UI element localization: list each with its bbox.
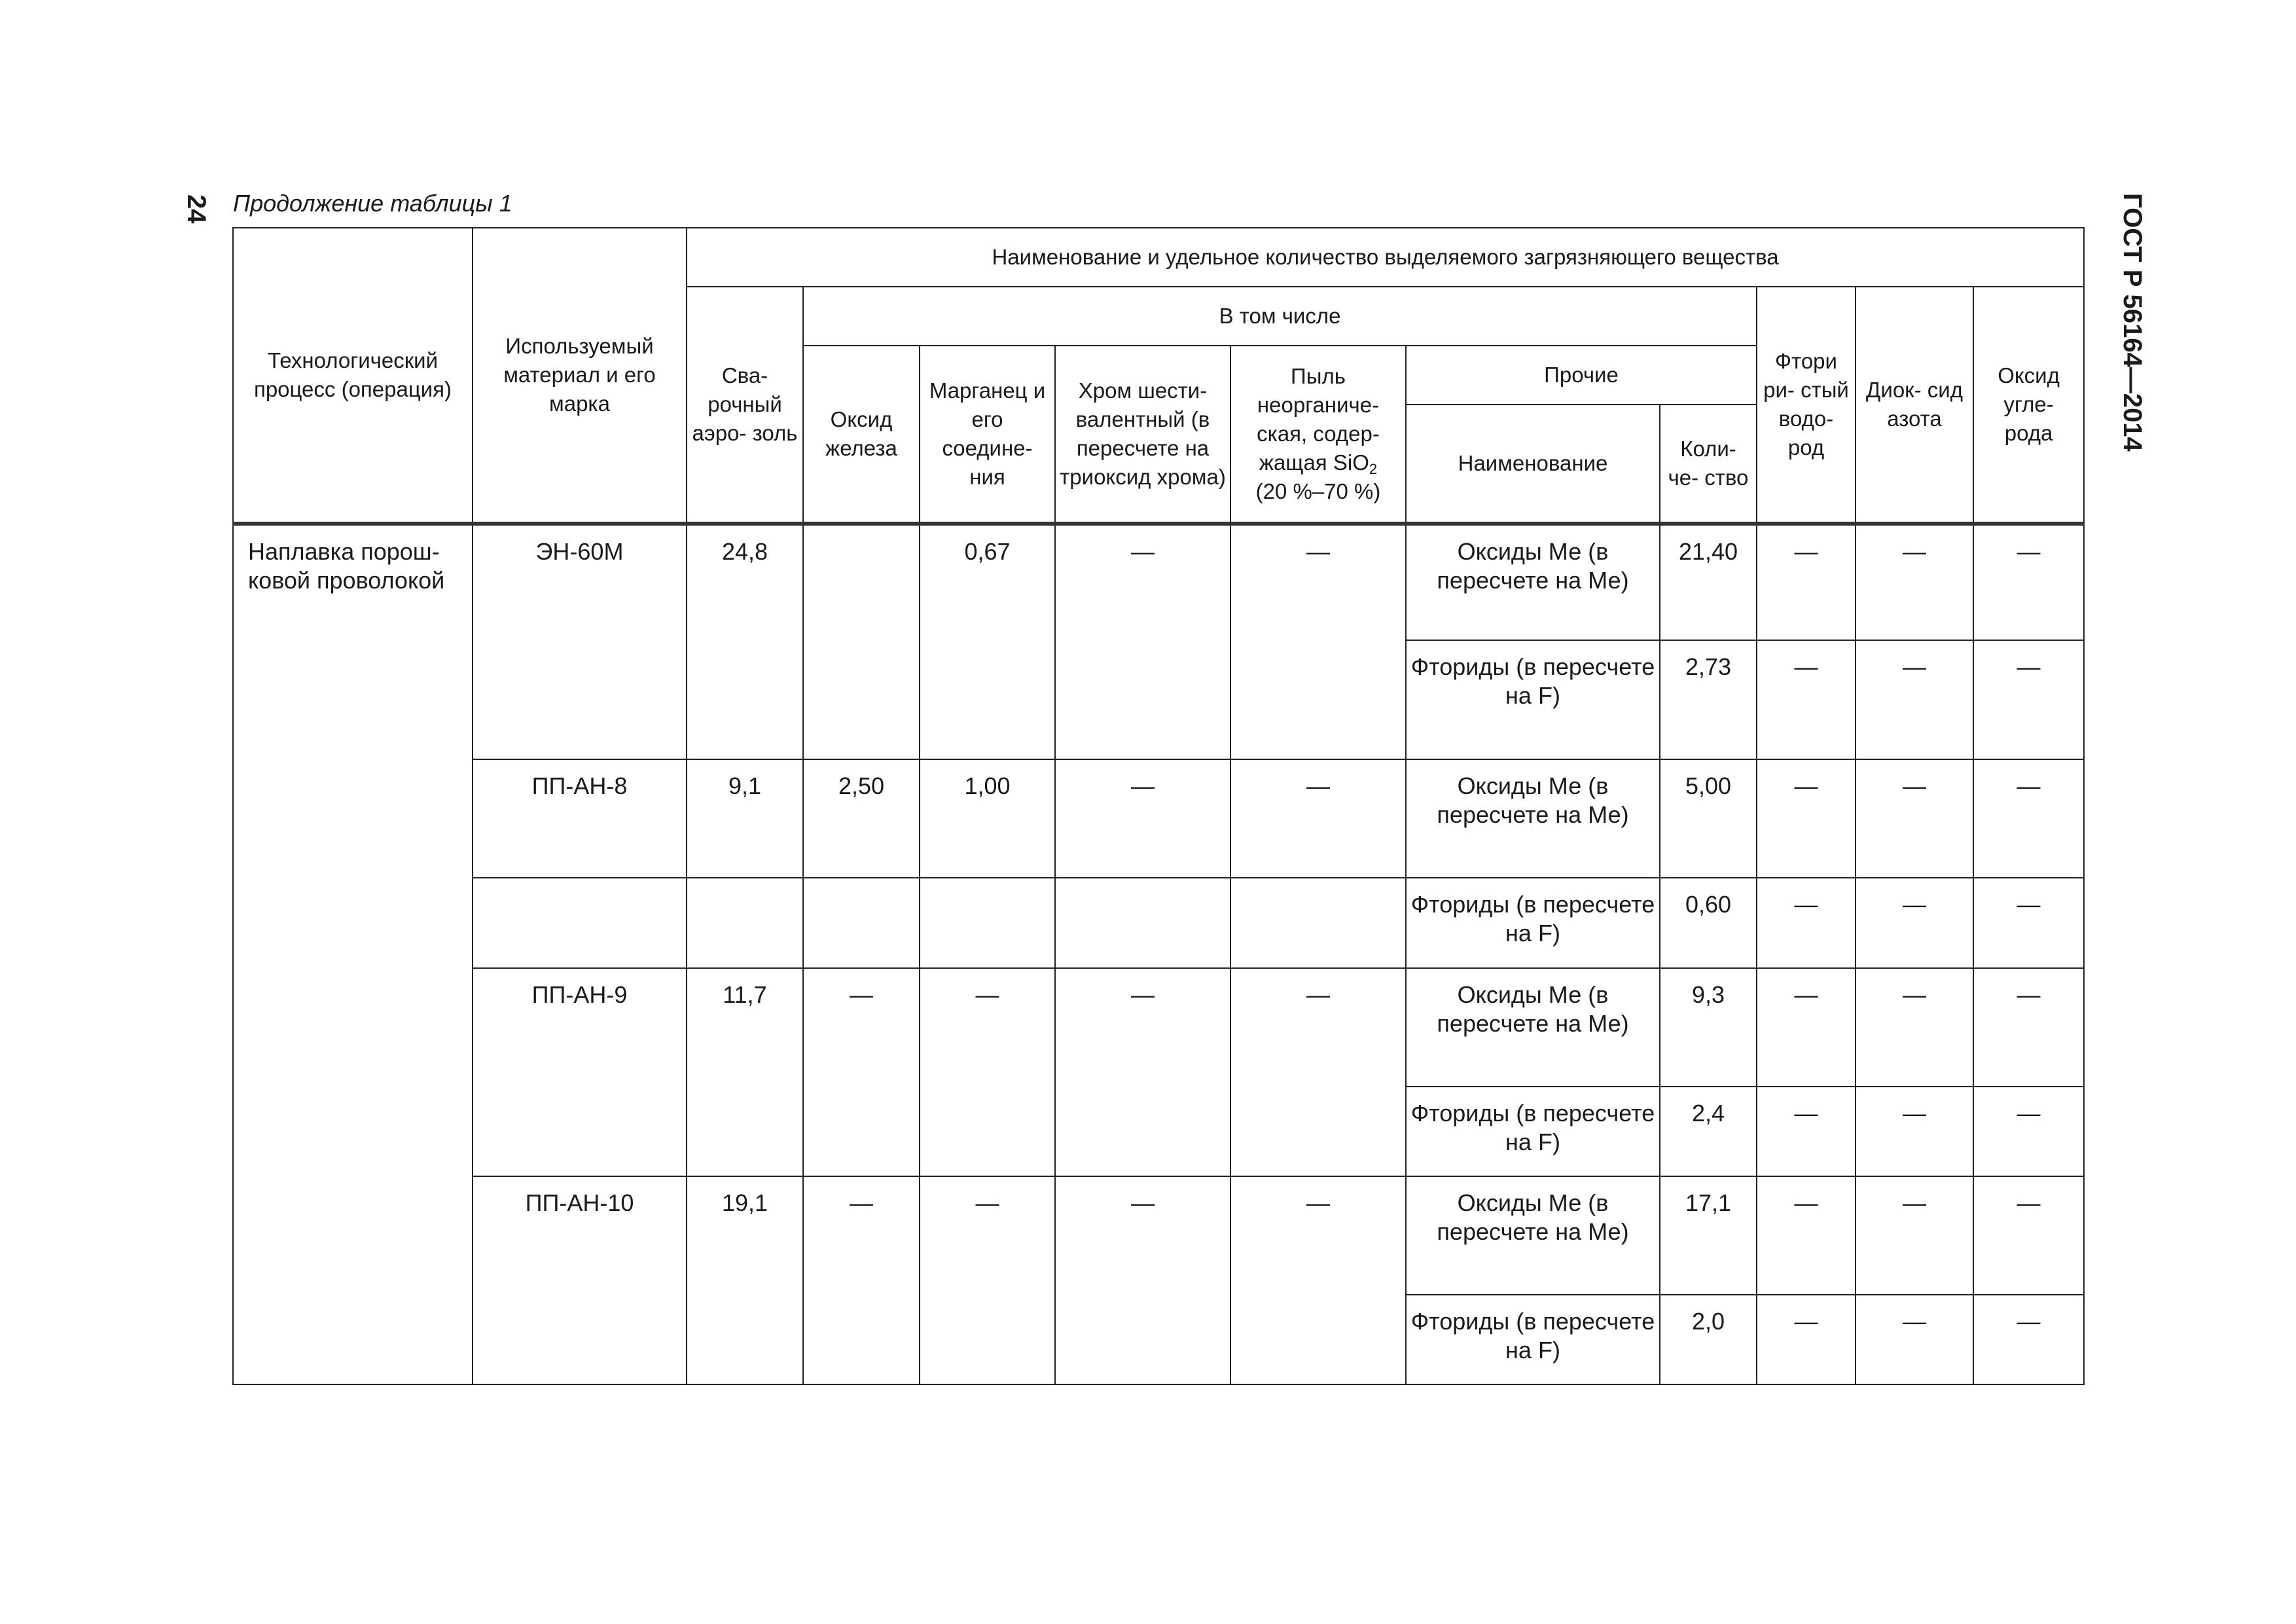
- header-dust-text: Пыль неорганиче- ская, содер- жащая SiO: [1257, 364, 1380, 475]
- header-manganese: Марганец и его соедине- ния: [920, 346, 1055, 524]
- other-name-cell: Оксиды Ме (в пересчете на Ме): [1406, 968, 1660, 1087]
- header-other: Прочие: [1406, 346, 1757, 405]
- no2-cell: —: [1856, 968, 1973, 1087]
- manganese-cell: 0,67: [920, 524, 1055, 759]
- other-qty-cell: 2,4: [1660, 1087, 1757, 1176]
- co-cell: —: [1973, 640, 2084, 759]
- co-cell: —: [1973, 878, 2084, 968]
- chromium-cell: —: [1055, 524, 1230, 759]
- table-caption: Продолжение таблицы 1: [233, 190, 512, 217]
- hf-cell: —: [1757, 1176, 1856, 1295]
- iron-cell: —: [803, 968, 920, 1176]
- co-cell: —: [1973, 1087, 2084, 1176]
- no2-cell: —: [1856, 1176, 1973, 1295]
- header-material: Используемый материал и его марка: [473, 228, 687, 524]
- aerosol-cell: [687, 878, 803, 968]
- iron-cell: [803, 524, 920, 759]
- header-dust: [1230, 346, 1406, 524]
- other-qty-cell: 21,40: [1660, 524, 1757, 640]
- aerosol-cell: 9,1: [687, 759, 803, 878]
- other-name-cell: Фториды (в пересчете на F): [1406, 1295, 1660, 1384]
- other-name-cell: Оксиды Ме (в пересчете на Ме): [1406, 524, 1660, 640]
- no2-cell: —: [1856, 759, 1973, 878]
- aerosol-cell: 24,8: [687, 524, 803, 759]
- other-name-cell: Оксиды Ме (в пересчете на Ме): [1406, 759, 1660, 878]
- no2-cell: —: [1856, 524, 1973, 640]
- hf-cell: —: [1757, 640, 1856, 759]
- header-group-title: Наименование и удельное количество выделяемого загрязняющего вещества: [687, 228, 2084, 287]
- chromium-cell: —: [1055, 968, 1230, 1176]
- page-number: 24: [182, 194, 211, 224]
- other-qty-cell: 17,1: [1660, 1176, 1757, 1295]
- header-hf: Фтори ри- стый водо- род: [1757, 287, 1856, 524]
- material-cell: ПП-АН-10: [473, 1176, 687, 1384]
- header-co: Оксид угле- рода: [1973, 287, 2084, 524]
- material-cell: [473, 878, 687, 968]
- co-cell: —: [1973, 759, 2084, 878]
- emissions-table: [232, 227, 2085, 1385]
- header-other-qty: Коли- че- ство: [1660, 405, 1757, 524]
- material-cell: ЭН-60М: [473, 524, 687, 759]
- iron-cell: [803, 878, 920, 968]
- aerosol-cell: 11,7: [687, 968, 803, 1176]
- no2-cell: —: [1856, 1087, 1973, 1176]
- hf-cell: —: [1757, 1295, 1856, 1384]
- dust-cell: —: [1230, 968, 1406, 1176]
- co-cell: —: [1973, 968, 2084, 1087]
- header-aerosol: Сва- рочный аэро- золь: [687, 287, 803, 524]
- hf-cell: —: [1757, 759, 1856, 878]
- aerosol-cell: 19,1: [687, 1176, 803, 1384]
- co-cell: —: [1973, 524, 2084, 640]
- header-no2: Диок- сид азота: [1856, 287, 1973, 524]
- manganese-cell: [920, 878, 1055, 968]
- dust-cell: —: [1230, 1176, 1406, 1384]
- material-cell: ПП-АН-8: [473, 759, 687, 878]
- header-dust-range: (20 %–70 %): [1255, 479, 1381, 503]
- other-qty-cell: 2,0: [1660, 1295, 1757, 1384]
- header-chromium: Хром шести- валентный (в пересчете на триоксид хрома): [1055, 346, 1230, 524]
- header-including: В том числе: [803, 287, 1757, 346]
- other-name-cell: Фториды (в пересчете на F): [1406, 640, 1660, 759]
- header-iron-oxide: Оксид железа: [803, 346, 920, 524]
- iron-cell: —: [803, 1176, 920, 1384]
- header-dust-subscript: 2: [1369, 461, 1378, 477]
- manganese-cell: —: [920, 968, 1055, 1176]
- other-qty-cell: 2,73: [1660, 640, 1757, 759]
- hf-cell: —: [1757, 524, 1856, 640]
- iron-cell: 2,50: [803, 759, 920, 878]
- manganese-cell: 1,00: [920, 759, 1055, 878]
- dust-cell: —: [1230, 524, 1406, 759]
- hf-cell: —: [1757, 878, 1856, 968]
- no2-cell: —: [1856, 1295, 1973, 1384]
- dust-cell: —: [1230, 759, 1406, 878]
- no2-cell: —: [1856, 640, 1973, 759]
- other-name-cell: Фториды (в пересчете на F): [1406, 1087, 1660, 1176]
- other-qty-cell: 5,00: [1660, 759, 1757, 878]
- other-name-cell: Оксиды Ме (в пересчете на Ме): [1406, 1176, 1660, 1295]
- hf-cell: —: [1757, 1087, 1856, 1176]
- manganese-cell: —: [920, 1176, 1055, 1384]
- co-cell: —: [1973, 1176, 2084, 1295]
- chromium-cell: —: [1055, 1176, 1230, 1384]
- header-other-name: Наименование: [1406, 405, 1660, 524]
- header-process: Технологический процесс (операция): [233, 228, 473, 524]
- material-cell: ПП-АН-9: [473, 968, 687, 1176]
- other-qty-cell: 0,60: [1660, 878, 1757, 968]
- other-name-cell: Фториды (в пересчете на F): [1406, 878, 1660, 968]
- process-cell: Наплавка порош- ковой проволокой: [233, 524, 473, 1384]
- document-code: ГОСТ Р 56164—2014: [2118, 193, 2147, 452]
- co-cell: —: [1973, 1295, 2084, 1384]
- chromium-cell: [1055, 878, 1230, 968]
- chromium-cell: —: [1055, 759, 1230, 878]
- dust-cell: [1230, 878, 1406, 968]
- other-qty-cell: 9,3: [1660, 968, 1757, 1087]
- hf-cell: —: [1757, 968, 1856, 1087]
- no2-cell: —: [1856, 878, 1973, 968]
